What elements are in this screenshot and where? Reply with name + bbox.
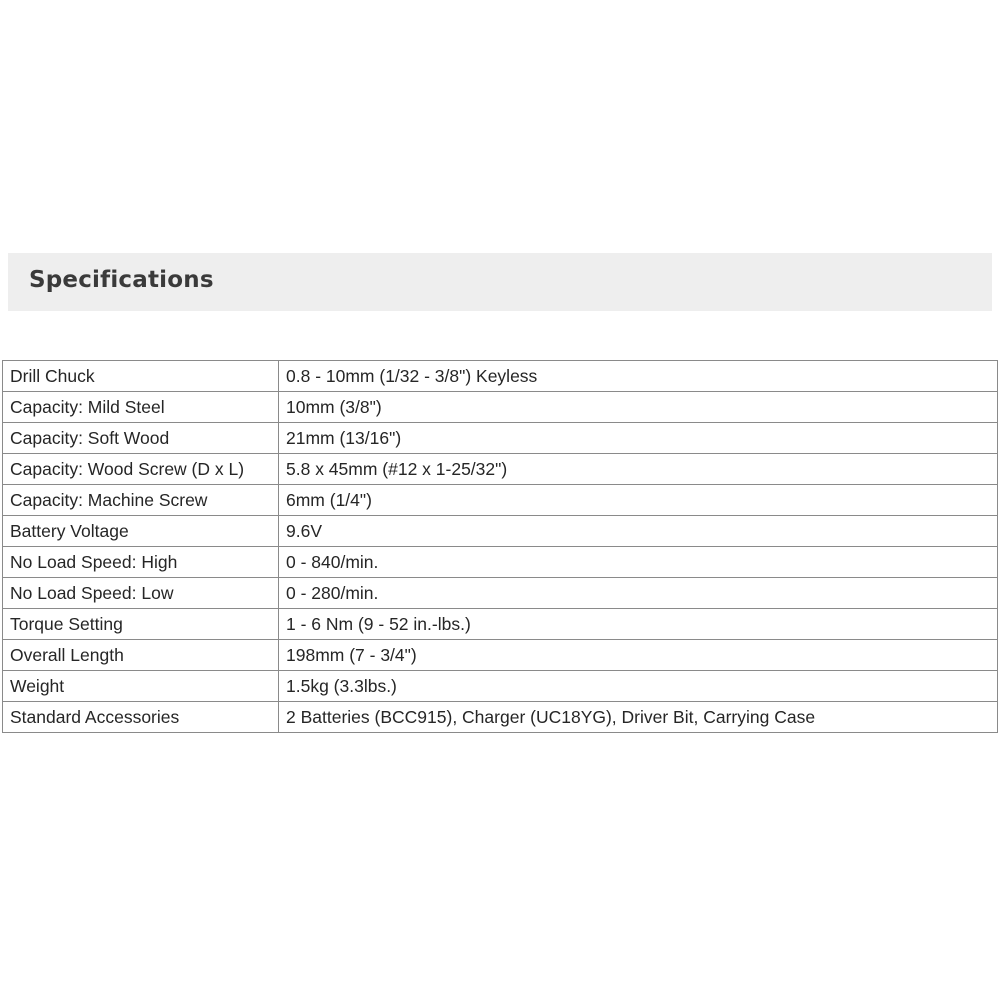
- specifications-header: [8, 253, 992, 311]
- table-row: [3, 671, 998, 702]
- spec-label: Capacity: Wood Screw (D x L): [3, 454, 279, 485]
- table-row: [3, 702, 998, 733]
- spec-value: 0 - 840/min.: [279, 547, 998, 578]
- table-row: [3, 454, 998, 485]
- spec-label: Capacity: Soft Wood: [3, 423, 279, 454]
- spec-value: 1.5kg (3.3lbs.): [279, 671, 998, 702]
- spec-value: 2 Batteries (BCC915), Charger (UC18YG), Driver Bit, Carrying Case: [279, 702, 998, 733]
- spec-value: 21mm (13/16"): [279, 423, 998, 454]
- specifications-table: [2, 360, 998, 733]
- table-row: [3, 423, 998, 454]
- table-row: [3, 516, 998, 547]
- spec-label: No Load Speed: High: [3, 547, 279, 578]
- table-row: [3, 392, 998, 423]
- spec-value: 6mm (1/4"): [279, 485, 998, 516]
- spec-label: Overall Length: [3, 640, 279, 671]
- spec-label: Torque Setting: [3, 609, 279, 640]
- section-title: Specifications: [29, 267, 214, 293]
- table-row: [3, 485, 998, 516]
- table-row: [3, 361, 998, 392]
- spec-label: Weight: [3, 671, 279, 702]
- table-row: [3, 609, 998, 640]
- table-row: [3, 578, 998, 609]
- spec-value: 5.8 x 45mm (#12 x 1-25/32"): [279, 454, 998, 485]
- spec-value: 0 - 280/min.: [279, 578, 998, 609]
- spec-value: 1 - 6 Nm (9 - 52 in.-lbs.): [279, 609, 998, 640]
- spec-label: Capacity: Mild Steel: [3, 392, 279, 423]
- table-row: [3, 640, 998, 671]
- spec-label: Capacity: Machine Screw: [3, 485, 279, 516]
- table-row: [3, 547, 998, 578]
- spec-label: Battery Voltage: [3, 516, 279, 547]
- spec-value: 10mm (3/8"): [279, 392, 998, 423]
- spec-value: 9.6V: [279, 516, 998, 547]
- spec-value: 0.8 - 10mm (1/32 - 3/8") Keyless: [279, 361, 998, 392]
- spec-value: 198mm (7 - 3/4"): [279, 640, 998, 671]
- spec-label: Drill Chuck: [3, 361, 279, 392]
- spec-label: No Load Speed: Low: [3, 578, 279, 609]
- spec-label: Standard Accessories: [3, 702, 279, 733]
